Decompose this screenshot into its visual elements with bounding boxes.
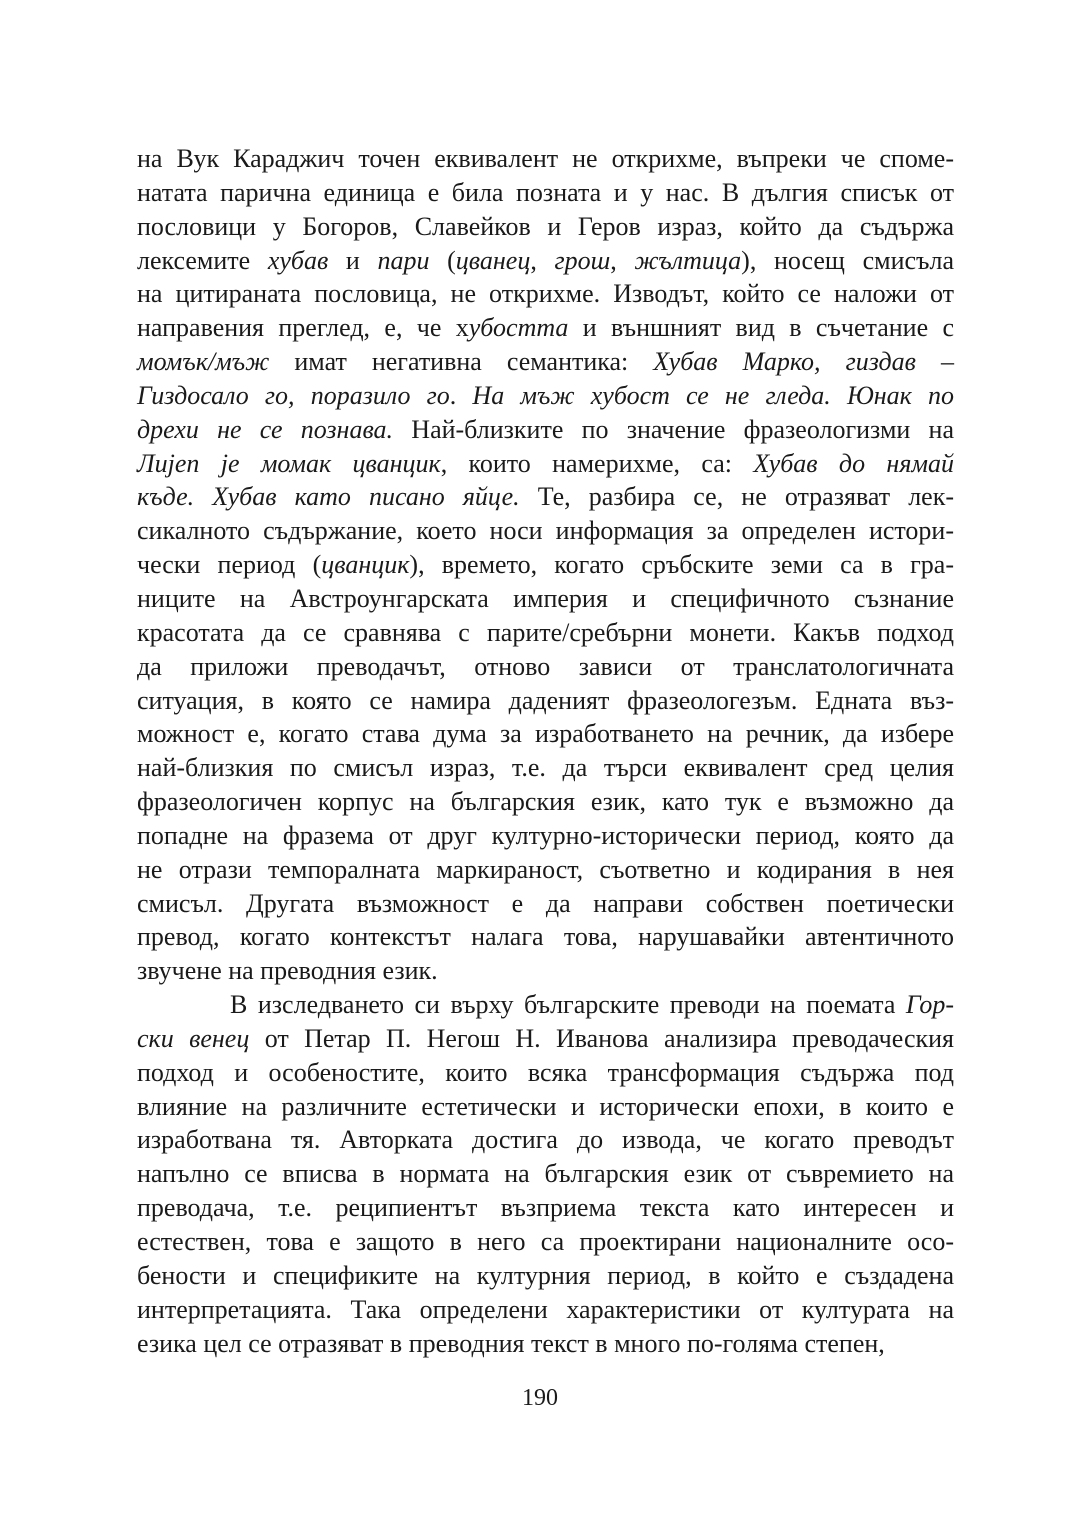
text-segment: да приложи преводачът, отново зависи от транслатологичната (137, 651, 954, 681)
text-line (137, 1327, 954, 1361)
italic-text: цванцик (321, 550, 410, 580)
text-segment: на цитираната пословица, не открихме. Изводът, който се наложи от (137, 279, 954, 309)
text-segment: , (610, 245, 635, 275)
text-segment: красотата да се сравнява с парите/сребърни монети. Какъв подход (137, 617, 954, 647)
text-line (137, 582, 954, 616)
text-line (137, 480, 954, 514)
text-line (137, 1191, 954, 1225)
text-line (137, 1259, 954, 1293)
text-segment: чески период ( (137, 550, 322, 580)
text-segment: ), времето, когато сръбските земи са в гра- (409, 550, 954, 580)
text-line (137, 954, 954, 988)
italic-text: Гор- (905, 990, 954, 1020)
text-segment: В изследването си върху българските преводи на поемата (230, 990, 906, 1020)
text-segment: лексемите (137, 245, 268, 275)
text-line (137, 650, 954, 684)
text-line (137, 1090, 954, 1124)
text-line (137, 210, 954, 244)
italic-text: жълтица (634, 245, 742, 275)
text-segment: , (530, 245, 555, 275)
text-segment: и външният вид в съчетание с (568, 313, 954, 343)
text-segment: смисъл. Другата възможност е да направи собствен поетически (137, 888, 954, 918)
text-segment: , които намерихме, са: (440, 448, 754, 478)
text-line (137, 244, 954, 278)
text-segment: естествен, това е защото в него са проектирани националните осо- (137, 1227, 954, 1256)
italic-text: На мъж хубост се не гледа. Юнак по (472, 380, 954, 410)
italic-text: Хубав Марко, гиздав – (653, 347, 954, 377)
text-line (137, 920, 954, 954)
text-segment: езика цел се отразяват в преводния текст в много по-голяма степен, (137, 1328, 885, 1358)
italic-text: дрехи не се познава. (137, 414, 394, 444)
text-line (137, 1022, 954, 1056)
italic-text: къде. Хубав като писано яйце. (137, 482, 520, 512)
italic-text: убостта (468, 313, 569, 343)
text-line (137, 142, 954, 176)
text-line (137, 1123, 954, 1157)
text-line (137, 1157, 954, 1191)
text-segment: превод, когато контекстът налага това, нарушавайки автентичното (137, 922, 954, 952)
text-line (137, 1293, 954, 1327)
text-segment: преводача, т.е. реципиентът възприема текста като интересен и (137, 1193, 954, 1223)
text-segment: на Вук Караджич точен еквивалент не открихме, въпреки че споме- (137, 144, 954, 173)
text-line (137, 548, 954, 582)
text-line (137, 616, 954, 650)
text-segment: изработвана тя. Авторката достига до извода, че когато преводът (137, 1125, 954, 1155)
text-line (137, 514, 954, 548)
text-line (137, 887, 954, 921)
text-segment: ниците на Австроунгарската империя и специфичното съзнание (137, 583, 954, 613)
page-number: 190 (522, 1385, 558, 1411)
text-line (137, 176, 954, 210)
text-segment: не отрази темпоралната маркираност, съответно и кодирания в нея (137, 854, 954, 884)
text-line (137, 277, 954, 311)
text-segment: . (449, 380, 473, 410)
text-segment: ситуация, в която се намира даденият фразеологезъм. Едната въз- (137, 685, 954, 715)
text-line (137, 1056, 954, 1090)
text-line (137, 311, 954, 345)
text-segment: фразеологичен корпус на българския език, като тук е възможно да (137, 787, 954, 817)
text-line (137, 988, 954, 1022)
text-segment: подход и особеностите, които всяка трансформация съдържа под (137, 1057, 954, 1087)
text-segment: пословици у Богоров, Славейков и Геров израз, който да съдържа (137, 211, 954, 241)
italic-text: Гиздосало го, поразило го (137, 380, 450, 410)
text-segment: най-близкия по смисъл израз, т.е. да търси еквивалент сред целия (137, 753, 954, 783)
italic-text: грош (554, 245, 611, 275)
text-line (137, 379, 954, 413)
text-segment: ), носещ смисъла (741, 245, 954, 275)
text-line (137, 751, 954, 785)
text-segment: натата парична единица е била позната и у нас. В дългия списък от (137, 177, 954, 207)
paragraph (137, 142, 954, 988)
text-line (137, 785, 954, 819)
italic-text: момък/мъж (137, 347, 270, 377)
text-segment: Най-близките по значение фразеологизми на (393, 414, 954, 444)
text-segment: интерпретацията. Така определени характеристики от културата на (137, 1294, 954, 1324)
text-segment: ( (429, 245, 456, 275)
text-segment: звучене на преводния език. (137, 956, 438, 986)
text-segment: попадне на фразема от друг културно-исторически период, която да (137, 820, 954, 850)
text-segment: направения преглед, е, че х (137, 313, 469, 343)
text-line (137, 413, 954, 447)
text-segment: напълно се вписва в нормата на българския език от съвремието на (137, 1159, 954, 1189)
text-segment: от Петар П. Негош Н. Иванова анализира преводаческия (249, 1023, 954, 1053)
text-segment: можност е, когато става дума за изработването на речник, да избере (137, 719, 954, 749)
body-text (137, 142, 954, 1360)
italic-text: цванец (455, 245, 531, 275)
italic-text: Хубав до нямай (753, 448, 954, 478)
text-segment: и (328, 245, 378, 275)
text-segment: имат негативна семантика: (269, 347, 654, 377)
text-segment: Те, разбира се, не отразяват лек- (519, 482, 955, 512)
italic-text: хубав (267, 245, 329, 275)
italic-text: пари (377, 245, 430, 275)
text-segment: бености и спецификите на културния период, в който е създадена (137, 1260, 954, 1290)
paragraph (137, 988, 954, 1360)
text-segment: влияние на различните естетически и исторически епохи, в които е (137, 1091, 954, 1121)
text-line (137, 717, 954, 751)
text-segment: сикалното съдържание, което носи информация за определен истори- (137, 516, 954, 546)
text-line (137, 819, 954, 853)
italic-text: Лијеп је момак цванцик (137, 448, 441, 478)
text-line (137, 853, 954, 887)
text-line (137, 345, 954, 379)
italic-text: ски венец (137, 1023, 250, 1053)
text-line (137, 1225, 954, 1259)
text-line (137, 447, 954, 481)
text-line (137, 684, 954, 718)
